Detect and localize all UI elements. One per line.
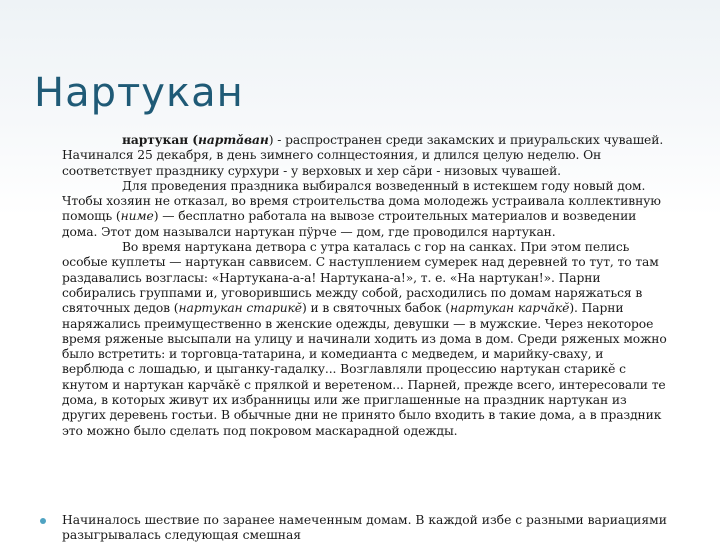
term-nartukan-karchake: нартукан карчăкĕ — [449, 301, 570, 316]
paragraph-3-part-2: ) и в святочных бабок ( — [301, 301, 450, 316]
paragraph-2-part-2: ) — бесплатно работала на вывозе строительных материалов и возведении дома. Этот дом называлси нартукан пÿрче — дом, где проводился нартукан. — [62, 209, 637, 239]
slide-title: Нартукан — [34, 70, 244, 116]
paragraph-3 — [62, 240, 668, 439]
slide-body — [62, 132, 668, 439]
paragraph-1-rest: ) - распространен среди закамских и приуральских чувашей. Начинался 25 декабря, в день зимнего солнцестояния, и длился целую неделю. Он соответствует празднику сурхури - у верховых и хер сăри - низовых чувашей. — [62, 133, 664, 178]
term-nartavan: нартǎван — [198, 132, 269, 147]
term-nartukan: нартукан ( — [122, 132, 199, 147]
bullet-text: Начиналось шествие по заранее намеченным домам. В каждой избе с разными вариациями разыгрывалась следующая смешная — [62, 513, 667, 543]
term-nime: ниме — [120, 209, 154, 224]
paragraph-3-part-3: ). Парни наряжались преимущественно в женские одежды, девушки — в мужские. Через некоторое время ряженые высыпали на улицу и начинали ходить из дома в дом. Среди ряженых можно было встретить: и торговца-татарина, и комедианта с медведем, и марийку-сваху, и верблюда с лошадью, и цыганку-гадалку... Возглавляли процессию нартукан старикĕ с кнутом и нартукан карчăкĕ с прялкой и веретеном... Парней, прежде всего, интересовали те дома, в которых живут их избранницы или же приглашенные на праздник нартукан из других деревень гостьи. В обычные дни не принято было входить в такие дома, а в праздник это можно было сделать под покровом маскарадной одежды. — [62, 301, 667, 438]
term-nartukan-starike: нартукан старикĕ — [178, 301, 302, 316]
paragraph-2 — [62, 179, 668, 240]
paragraph-3-part-1: Во время нартукана детвора с утра каталась с гор на санках. При этом пелись особые куплеты — нартукан саввисем. С наступлением сумерек над деревней то тут, то там раздавались возгласы: «Нартукана-а-а! Нартукана-а!», т. е. «На нартукан!». Парни собирались группами и, уговорившись между собой, расходились по домам наряжаться в святочных дедов ( — [62, 240, 659, 316]
paragraph-1 — [62, 132, 668, 179]
bullet-dot-icon — [40, 518, 46, 524]
paragraph-2-part-1: Для проведения праздника выбирался возведенный в истекшем году новый дом. Чтобы хозяин не отказал, во время строительства дома молодежь устраивала коллективную помощь ( — [62, 178, 661, 224]
